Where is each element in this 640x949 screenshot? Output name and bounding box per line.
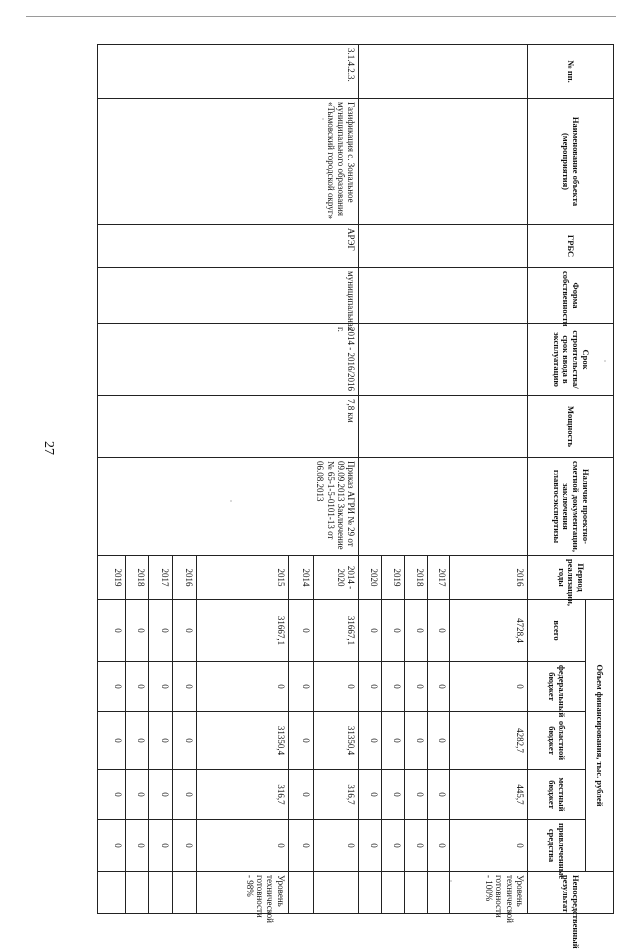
cell-attracted: 0: [173, 820, 197, 872]
header-grbs: ГРБС: [528, 225, 614, 268]
cell-result: [125, 872, 149, 914]
cell-attracted: 0: [98, 820, 126, 872]
cell-attracted: 0: [359, 820, 382, 872]
rotated-table-wrapper: [97, 44, 614, 949]
cell-result: [404, 872, 427, 914]
cell-result: Уровень технической готовности - 100%: [450, 872, 528, 914]
cell-year: 2014 - 2020: [313, 556, 359, 600]
cell-attracted: 0: [197, 820, 288, 872]
cell-total: 31667,1: [313, 600, 359, 662]
cell-attracted: 0: [382, 820, 405, 872]
cell-regional: 0: [427, 712, 450, 770]
cell-attracted: 0: [125, 820, 149, 872]
table-row: [450, 45, 528, 914]
cell-attracted: 0: [313, 820, 359, 872]
cell-item-capacity: 7,8 км: [98, 396, 359, 458]
cell-federal: 0: [427, 662, 450, 712]
cell-local: 0: [173, 770, 197, 820]
cell-federal: 0: [359, 662, 382, 712]
cell-local: 0: [382, 770, 405, 820]
header-federal: федеральный бюджет: [528, 662, 586, 712]
cell-total: 0: [125, 600, 149, 662]
scan-speck: [604, 360, 606, 362]
header-name: Наименование объекта (мероприятия): [528, 99, 614, 225]
cell-result: [427, 872, 450, 914]
cell-local: 316,7: [313, 770, 359, 820]
cell-item-psd: Приказ АГРИ № 29 от 09.09.2013 Заключение № 65-1-5-0101-13 от 06.08.2013: [98, 458, 359, 556]
cell-item-num: 3.1.4.2.3.: [98, 45, 359, 99]
scan-speck: [230, 500, 232, 502]
header-ownership: Форма собственности: [528, 268, 614, 324]
cell-total: 0: [149, 600, 173, 662]
cell-local: 0: [149, 770, 173, 820]
header-local: местный бюджет: [528, 770, 586, 820]
page-number: 27: [41, 441, 56, 455]
cell-item-name: Газификация с. Зональное муниципального образования «Тымовский городской округ»: [98, 99, 359, 225]
cell-regional: 0: [149, 712, 173, 770]
cell-year: 2014: [288, 556, 313, 600]
header-regional: областной бюджет: [528, 712, 586, 770]
cell-result: [359, 872, 382, 914]
cell-federal: 0: [98, 662, 126, 712]
cell-regional: 31350,4: [197, 712, 288, 770]
cell-regional: 4282,7: [450, 712, 528, 770]
scan-speck: [450, 880, 452, 882]
cell-year: 2016: [450, 556, 528, 600]
cell-result: [288, 872, 313, 914]
cell-local: 0: [427, 770, 450, 820]
cell-year: 2018: [125, 556, 149, 600]
cell-result: [149, 872, 173, 914]
cell-year: 2017: [149, 556, 173, 600]
cell-attracted: 0: [450, 820, 528, 872]
cell-item-term: 2014 - 2016/2016 г.: [98, 324, 359, 396]
cell-federal: 0: [125, 662, 149, 712]
cell-total: 0: [404, 600, 427, 662]
empty-cell: [359, 99, 528, 225]
cell-local: 0: [359, 770, 382, 820]
cell-year: 2016: [173, 556, 197, 600]
cell-year: 2018: [404, 556, 427, 600]
cell-attracted: 0: [427, 820, 450, 872]
scan-speck: [322, 118, 324, 120]
cell-result: [313, 872, 359, 914]
empty-cell: [359, 458, 528, 556]
financing-table: [97, 44, 614, 949]
cell-regional: 0: [288, 712, 313, 770]
cell-attracted: 0: [404, 820, 427, 872]
cell-result: [173, 872, 197, 914]
empty-cell: [359, 45, 528, 99]
cell-federal: 0: [404, 662, 427, 712]
cell-total: 4728,4: [450, 600, 528, 662]
cell-regional: 0: [359, 712, 382, 770]
cell-regional: 0: [173, 712, 197, 770]
cell-local: 0: [288, 770, 313, 820]
empty-cell: [359, 396, 528, 458]
header-total: всего: [528, 600, 586, 662]
header-period: Период реализации, годы: [528, 556, 614, 600]
header-financing: Объем финансирования, тыс. рублей: [586, 600, 614, 872]
cell-local: 0: [98, 770, 126, 820]
cell-local: 0: [125, 770, 149, 820]
cell-regional: 0: [404, 712, 427, 770]
cell-total: 0: [173, 600, 197, 662]
cell-year: 2019: [382, 556, 405, 600]
cell-local: 0: [404, 770, 427, 820]
cell-total: 0: [427, 600, 450, 662]
cell-total: 0: [359, 600, 382, 662]
empty-cell: [359, 324, 528, 396]
cell-regional: 0: [125, 712, 149, 770]
cell-attracted: 0: [149, 820, 173, 872]
header-capacity: Мощность: [528, 396, 614, 458]
table-row: [313, 45, 359, 914]
table-container: [97, 44, 614, 949]
header-result: Непосредственный результат: [528, 872, 614, 914]
cell-result: Уровень технической готовности - 98%: [197, 872, 288, 914]
cell-result: [98, 872, 126, 914]
cell-federal: 0: [450, 662, 528, 712]
header-num: № пп.: [528, 45, 614, 99]
cell-year: 2020: [359, 556, 382, 600]
cell-federal: 0: [313, 662, 359, 712]
empty-cell: [359, 268, 528, 324]
cell-federal: 0: [149, 662, 173, 712]
cell-total: 0: [382, 600, 405, 662]
cell-federal: 0: [197, 662, 288, 712]
cell-item-grbs: АРЭГ: [98, 225, 359, 268]
cell-total: 0: [288, 600, 313, 662]
cell-year: 2019: [98, 556, 126, 600]
header-term: Срок строительства/срок ввода в эксплуатацию: [528, 324, 614, 396]
cell-regional: 31350,4: [313, 712, 359, 770]
cell-federal: 0: [173, 662, 197, 712]
scan-top-line: [26, 16, 616, 17]
cell-regional: 0: [382, 712, 405, 770]
cell-total: 31667,1: [197, 600, 288, 662]
header-attracted: привлеченные средства: [528, 820, 586, 872]
cell-local: 316,7: [197, 770, 288, 820]
cell-year: 2017: [427, 556, 450, 600]
cell-regional: 0: [98, 712, 126, 770]
empty-cell: [359, 225, 528, 268]
cell-item-ownership: муниципальная: [98, 268, 359, 324]
cell-attracted: 0: [288, 820, 313, 872]
header-psd: Наличие проектно-сметной документации, заключения главгосэкспертизы: [528, 458, 614, 556]
cell-result: [382, 872, 405, 914]
cell-federal: 0: [288, 662, 313, 712]
cell-federal: 0: [382, 662, 405, 712]
cell-total: 0: [98, 600, 126, 662]
cell-year: 2015: [197, 556, 288, 600]
cell-local: 445,7: [450, 770, 528, 820]
